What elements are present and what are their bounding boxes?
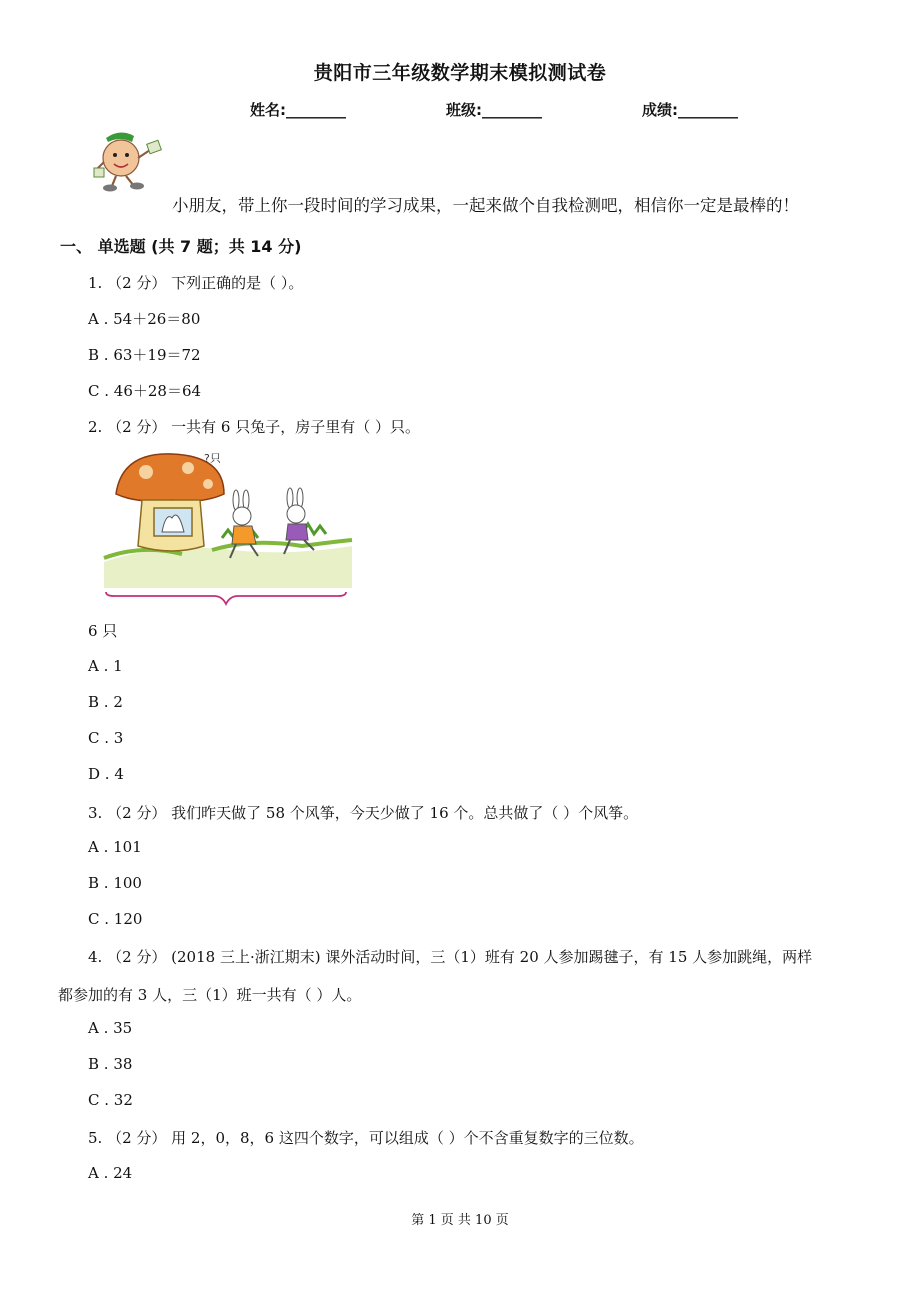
question-4-option-b: B . 38 [88, 1055, 133, 1073]
rabbits-mushroom-picture [102, 446, 354, 606]
bracket [106, 592, 346, 604]
question-2-option-d: D . 4 [88, 765, 124, 783]
question-5-option-a: A . 24 [88, 1164, 133, 1182]
question-2-option-c: C . 3 [88, 729, 124, 747]
question-2-option-b: B . 2 [88, 693, 123, 711]
question-3-option-b: B . 100 [88, 874, 142, 892]
question-2-option-a: A . 1 [88, 657, 123, 675]
page-title: 贵阳市三年级数学期末模拟测试卷 [313, 62, 607, 84]
question-1-option-b: B . 63＋19＝72 [88, 346, 201, 364]
class-field: 班级:________ [446, 101, 542, 119]
mascot-head [103, 140, 139, 176]
question-3-option-c: C . 120 [88, 910, 143, 928]
question-4-stem: 4. （2 分） (2018 三上·浙江期末) 课外活动时间，三（1）班有 20 人参加踢毽子，有 15 人参加跳绳，两样 [88, 948, 813, 966]
question-3-option-a: A . 101 [88, 838, 142, 856]
intro-text: 小朋友，带上你一段时间的学习成果，一起来做个自我检测吧，相信你一定是最棒的！ [172, 196, 799, 215]
picture-caption: ?只 [204, 452, 221, 465]
page-footer: 第 1 页 共 10 页 [411, 1213, 509, 1228]
section-heading: 一、 单选题 (共 7 题；共 14 分) [60, 237, 302, 256]
question-4-option-c: C . 32 [88, 1091, 133, 1109]
question-1-option-a: A . 54＋26＝80 [88, 310, 201, 328]
question-4-stem-continued: 都参加的有 3 人，三（1）班一共有（ ）人。 [58, 986, 362, 1004]
name-field: 姓名:________ [250, 101, 346, 119]
mascot-illustration [92, 128, 168, 194]
question-1-option-c: C . 46＋28＝64 [88, 382, 202, 400]
question-4-option-a: A . 35 [88, 1019, 133, 1037]
question-3-stem: 3. （2 分） 我们昨天做了 58 个风筝，今天少做了 16 个。总共做了（ ）个风筝。 [88, 804, 639, 822]
question-5-stem: 5. （2 分） 用 2，0，8，6 这四个数字，可以组成（ ）个不含重复数字的三位数。 [88, 1129, 644, 1147]
question-1-stem: 1. （2 分） 下列正确的是（ ）。 [88, 274, 304, 292]
question-2-stem: 2. （2 分） 一共有 6 只兔子，房子里有（ ）只。 [88, 418, 421, 436]
score-field: 成绩:________ [642, 101, 738, 119]
ground [104, 546, 352, 588]
question-2-answer-note: 6 只 [88, 622, 118, 640]
